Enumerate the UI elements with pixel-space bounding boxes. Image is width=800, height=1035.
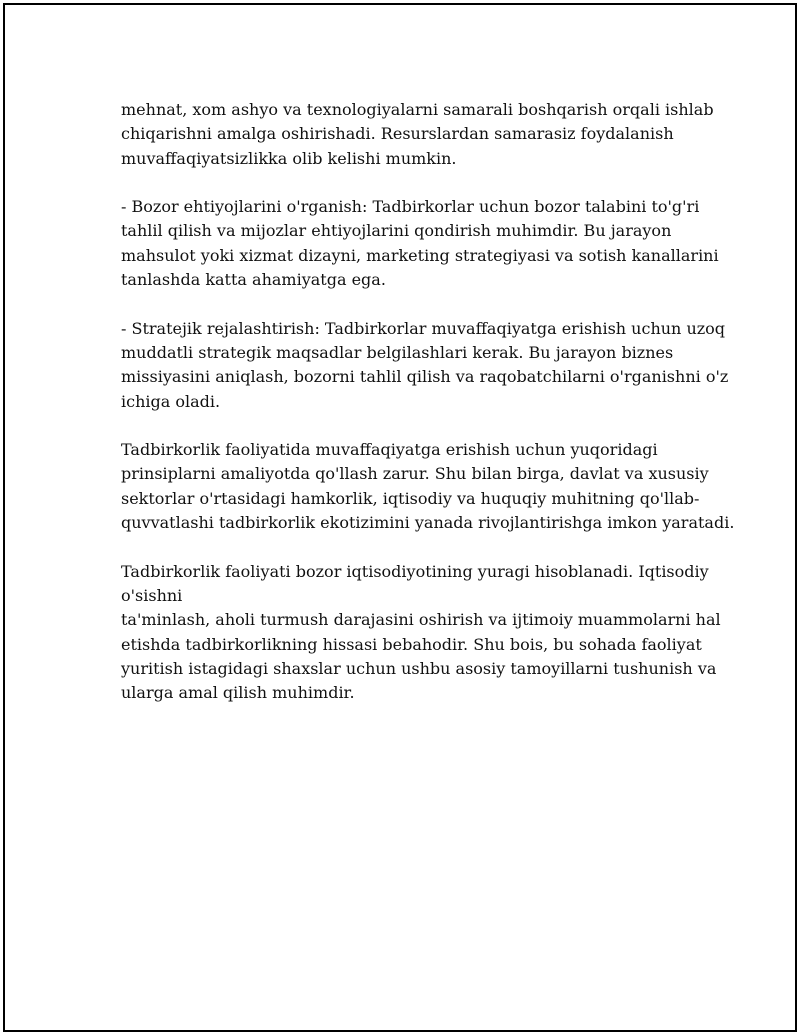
page-frame	[3, 3, 797, 1032]
text-line: missiyasini aniqlash, bozorni tahlil qilish va raqobatchilarni o'rganishni o'z	[121, 367, 729, 387]
paragraph-conclusion	[121, 560, 721, 706]
text-line: Tadbirkorlik faoliyati bozor iqtisodiyotining yuragi hisoblanadi. Iqtisodiy	[121, 561, 709, 581]
text-line: muddatli strategik maqsadlar belgilashlari kerak. Bu jarayon biznes	[121, 342, 674, 362]
text-line: yuritish istagidagi shaxslar uchun ushbu asosiy tamoyillarni tushunish va	[121, 658, 717, 678]
text-line: ta'minlash, aholi turmush darajasini oshirish va ijtimoiy muammolarni hal	[121, 610, 721, 630]
text-line: muvaffaqiyatsizlikka olib kelishi mumkin.	[121, 148, 457, 168]
text-line: tahlil qilish va mijozlar ehtiyojlarini qondirish muhimdir. Bu jarayon	[121, 221, 672, 241]
text-line: prinsiplarni amaliyotda qo'llash zarur. Shu bilan birga, davlat va xususiy	[121, 464, 709, 484]
text-line: quvvatlashi tadbirkorlik ekotizimini yanada rivojlantirishga imkon yaratadi.	[121, 513, 735, 533]
text-line: o'sishni	[121, 585, 183, 605]
text-line: ichiga oladi.	[121, 391, 221, 411]
text-line: mehnat, xom ashyo va texnologiyalarni samarali boshqarish orqali ishlab	[121, 100, 714, 119]
document-body	[121, 98, 735, 730]
paragraph-success-principles	[121, 438, 735, 535]
text-line: Tadbirkorlik faoliyatida muvaffaqiyatga erishish uchun yuqoridagi	[121, 440, 658, 460]
paragraph-market-needs	[121, 195, 719, 292]
text-line: tanlashda katta ahamiyatga ega.	[121, 270, 386, 290]
text-line: - Bozor ehtiyojlarini o'rganish: Tadbirkorlar uchun bozor talabini to'g'ri	[121, 197, 700, 217]
text-line: mahsulot yoki xizmat dizayni, marketing strategiyasi va sotish kanallarini	[121, 245, 719, 265]
text-line: etishda tadbirkorlikning hissasi bebahodir. Shu bois, bu sohada faoliyat	[121, 634, 702, 654]
paragraph-resources	[121, 98, 714, 171]
text-line: chiqarishni amalga oshirishadi. Resurslardan samarasiz foydalanish	[121, 124, 674, 144]
text-line: - Stratejik rejalashtirish: Tadbirkorlar muvaffaqiyatga erishish uchun uzoq	[121, 318, 726, 338]
text-line: sektorlar o'rtasidagi hamkorlik, iqtisodiy va huquqiy muhitning qo'llab-	[121, 488, 700, 508]
paragraph-strategic-planning	[121, 317, 729, 414]
text-line: ularga amal qilish muhimdir.	[121, 683, 355, 703]
